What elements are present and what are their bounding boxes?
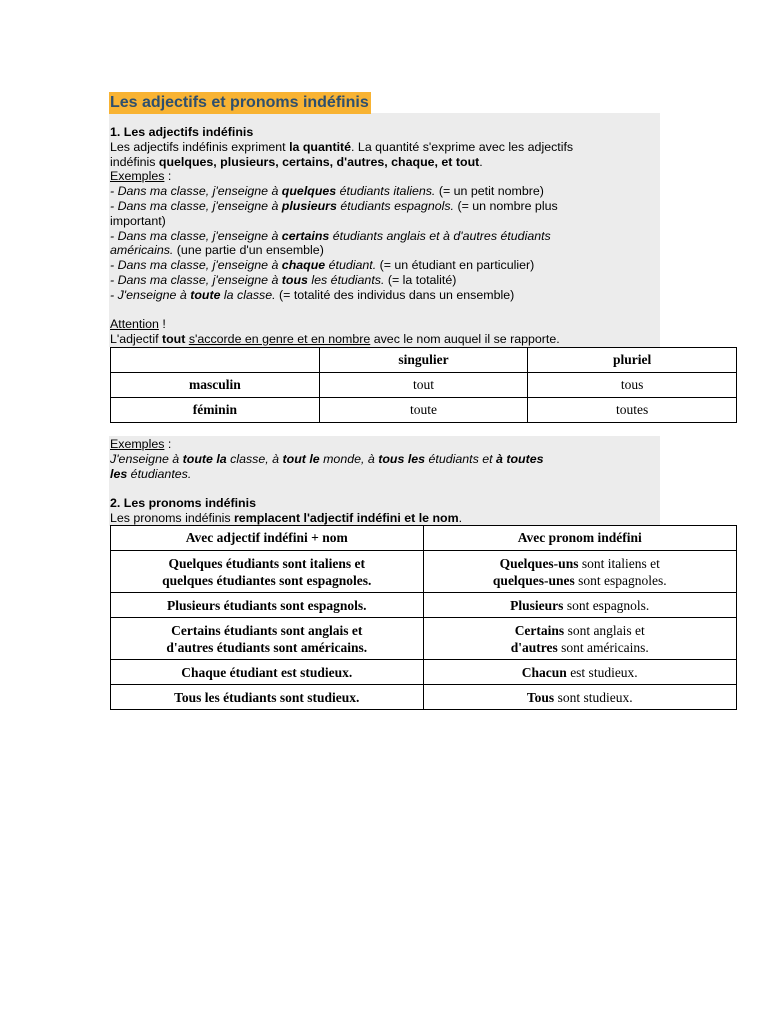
text-line (110, 511, 544, 526)
text-line (428, 639, 733, 656)
blank-line (110, 303, 573, 318)
text-run: sont anglais et (564, 622, 645, 638)
examples2-lines (110, 452, 544, 482)
pronoun-cell-right (423, 685, 737, 710)
text-run: (= totalité des individus dans un ensemble) (275, 287, 515, 302)
text-run: étudiantes. (127, 466, 192, 481)
text-run: Plusieurs étudiants sont espagnols. (166, 597, 367, 613)
cell-feminin-singulier: toute (319, 398, 528, 423)
text-run: s'accorde en genre et en nombre (188, 332, 371, 347)
text-run: Tous les étudiants sont studieux. (174, 689, 360, 705)
text-run: sont italiens et (578, 555, 660, 571)
text-run: étudiant. (325, 258, 377, 273)
text-run: sont américains. (557, 639, 649, 655)
text-line (115, 639, 419, 656)
text-run: Les pronoms indéfinis (110, 510, 234, 525)
text-run: - Dans ma classe, j'enseigne à (110, 258, 282, 273)
text-run: . (458, 510, 463, 525)
pronoun-cell-left (111, 660, 424, 685)
text-line (110, 243, 573, 258)
agreement-row-feminin (111, 398, 737, 423)
text-run: étudiants espagnols. (336, 198, 454, 213)
attention-text (110, 332, 573, 347)
text-run: la quantité (289, 139, 352, 154)
text-run: étudiants italiens. (336, 184, 436, 199)
text-run: tout (161, 332, 186, 347)
text-run: - Dans ma classe, j'enseigne à (110, 228, 282, 243)
text-line (110, 184, 573, 199)
text-line (110, 229, 573, 244)
text-run: - J'enseigne à (110, 287, 191, 302)
text-run: chaque (281, 258, 326, 273)
text-run: (une partie d'un ensemble) (173, 243, 324, 258)
text-run: . La quantité s'exprime avec les adjectifs (351, 139, 574, 154)
pronoun-header-adjectif: Avec adjectif indéfini + nom (111, 526, 424, 551)
section2-intro (110, 511, 544, 526)
pronoun-row-chaque (111, 660, 737, 685)
text-run: d'autres étudiants sont américains. (166, 639, 368, 655)
text-run: Les adjectifs indéfinis expriment (110, 139, 290, 154)
text-run: Tous (526, 689, 555, 705)
text-run: sont studieux. (554, 689, 633, 705)
attention-heading (110, 317, 573, 332)
text-run: la classe. (220, 287, 276, 302)
agreement-header-row (111, 348, 737, 373)
text-run: Plusieurs (510, 597, 564, 613)
page-title: Les adjectifs et pronoms indéfinis (109, 92, 371, 114)
text-line (110, 452, 544, 467)
blank-line-2 (110, 481, 544, 496)
text-run: Chacun (521, 664, 567, 680)
pronoun-cell-left (111, 685, 424, 710)
pronoun-cell-left (111, 593, 424, 618)
pronoun-cell-right (423, 551, 737, 593)
text-line (428, 664, 733, 681)
agreement-header-pluriel: pluriel (528, 348, 737, 373)
cell-masculin-pluriel: tous (528, 373, 737, 398)
section1b (110, 437, 544, 526)
section1 (110, 125, 573, 347)
text-run: plusieurs (281, 198, 337, 213)
pronoun-cell-left (111, 551, 424, 593)
text-run: . (479, 154, 483, 169)
pronoun-table (110, 525, 737, 710)
examples2-colon: : (164, 437, 172, 451)
agreement-header-singulier: singulier (319, 348, 528, 373)
text-run: quelques (281, 184, 337, 199)
text-run: les (110, 466, 128, 481)
agreement-corner (111, 348, 320, 373)
pronoun-row-tous (111, 685, 737, 710)
section1-heading: 1. Les adjectifs indéfinis (110, 125, 254, 139)
text-run: Quelques étudiants sont italiens et (168, 555, 366, 571)
text-run: classe, à (226, 451, 283, 466)
section2-heading: 2. Les pronoms indéfinis (110, 496, 256, 511)
text-line (428, 572, 733, 589)
agreement-table (110, 347, 737, 423)
text-run: les étudiants. (307, 272, 385, 287)
text-run: certains (281, 228, 330, 243)
text-run: Certains (514, 622, 565, 638)
attention-mark: ! (158, 317, 166, 332)
text-run: important) (110, 213, 166, 228)
pronoun-cell-right (423, 593, 737, 618)
text-run: quelques, plusieurs, certains, d'autres, chaque, et tout (158, 154, 480, 169)
text-run: (= la totalité) (384, 272, 457, 287)
text-run: tous (281, 272, 308, 287)
examples-list (110, 184, 573, 302)
text-line (115, 664, 419, 681)
text-run: américains. (110, 243, 174, 258)
text-run: étudiants et (425, 451, 497, 466)
text-line (110, 332, 573, 347)
text-line (115, 572, 419, 589)
text-line (115, 622, 419, 639)
examples2-heading (110, 437, 544, 452)
text-run: étudiants anglais et à d'autres étudiants (329, 228, 551, 243)
text-line (110, 140, 573, 155)
row-label-masculin: masculin (111, 373, 320, 398)
examples-label: Exemples (110, 169, 165, 184)
text-run: - Dans ma classe, j'enseigne à (110, 198, 282, 213)
pronoun-cell-left (111, 618, 424, 660)
text-run: quelques-unes (492, 572, 575, 588)
cell-masculin-singulier: tout (319, 373, 528, 398)
text-run: toute la (182, 451, 227, 466)
text-line (110, 467, 544, 482)
text-line (115, 689, 419, 706)
examples-colon: : (164, 169, 172, 184)
cell-feminin-pluriel: toutes (528, 398, 737, 423)
text-run: L'adjectif (110, 332, 162, 347)
pronoun-cell-right (423, 618, 737, 660)
agreement-row-masculin (111, 373, 737, 398)
examples-heading (110, 169, 573, 184)
section1-intro (110, 140, 573, 170)
text-run: tout le (282, 451, 320, 466)
text-line (428, 689, 733, 706)
text-run: sont espagnoles. (574, 572, 667, 588)
pronoun-row-certains (111, 618, 737, 660)
text-run: quelques étudiantes sont espagnoles. (162, 572, 372, 588)
text-line (428, 555, 733, 572)
text-run: (= un petit nombre) (435, 184, 544, 199)
text-run: remplacent l'adjectif indéfini et le nom (233, 510, 459, 525)
text-line (110, 199, 573, 214)
text-line (110, 155, 573, 170)
text-line (110, 273, 573, 288)
pronoun-cell-right (423, 660, 737, 685)
text-run: toute (190, 287, 221, 302)
text-line (115, 555, 419, 572)
text-line (110, 288, 573, 303)
text-run: monde, à (319, 451, 379, 466)
text-run: Chaque étudiant est studieux. (181, 664, 353, 680)
text-run: J'enseigne à (110, 451, 183, 466)
pronoun-header-pronom: Avec pronom indéfini (423, 526, 737, 551)
text-run: - Dans ma classe, j'enseigne à (110, 184, 282, 199)
pronoun-header-row (111, 526, 737, 551)
text-line (428, 597, 733, 614)
text-line (110, 258, 573, 273)
text-run: Certains étudiants sont anglais et (171, 622, 363, 638)
text-run: est studieux. (566, 664, 638, 680)
examples2-label: Exemples (110, 437, 165, 451)
text-line (428, 622, 733, 639)
text-run: Quelques-uns (499, 555, 579, 571)
text-run: à toutes (496, 451, 544, 466)
text-run: tous les (378, 451, 426, 466)
text-run: indéfinis (110, 154, 159, 169)
text-run: d'autres (510, 639, 558, 655)
pronoun-row-quelques (111, 551, 737, 593)
text-run: avec le nom auquel il se rapporte. (370, 332, 560, 347)
text-run: (= un nombre plus (454, 198, 558, 213)
text-line (110, 214, 573, 229)
text-run: sont espagnols. (563, 597, 650, 613)
attention-label: Attention (110, 317, 159, 332)
text-run: (= un étudiant en particulier) (376, 258, 535, 273)
text-run: - Dans ma classe, j'enseigne à (110, 272, 282, 287)
row-label-feminin: féminin (111, 398, 320, 423)
pronoun-row-plusieurs (111, 593, 737, 618)
text-line (115, 597, 419, 614)
